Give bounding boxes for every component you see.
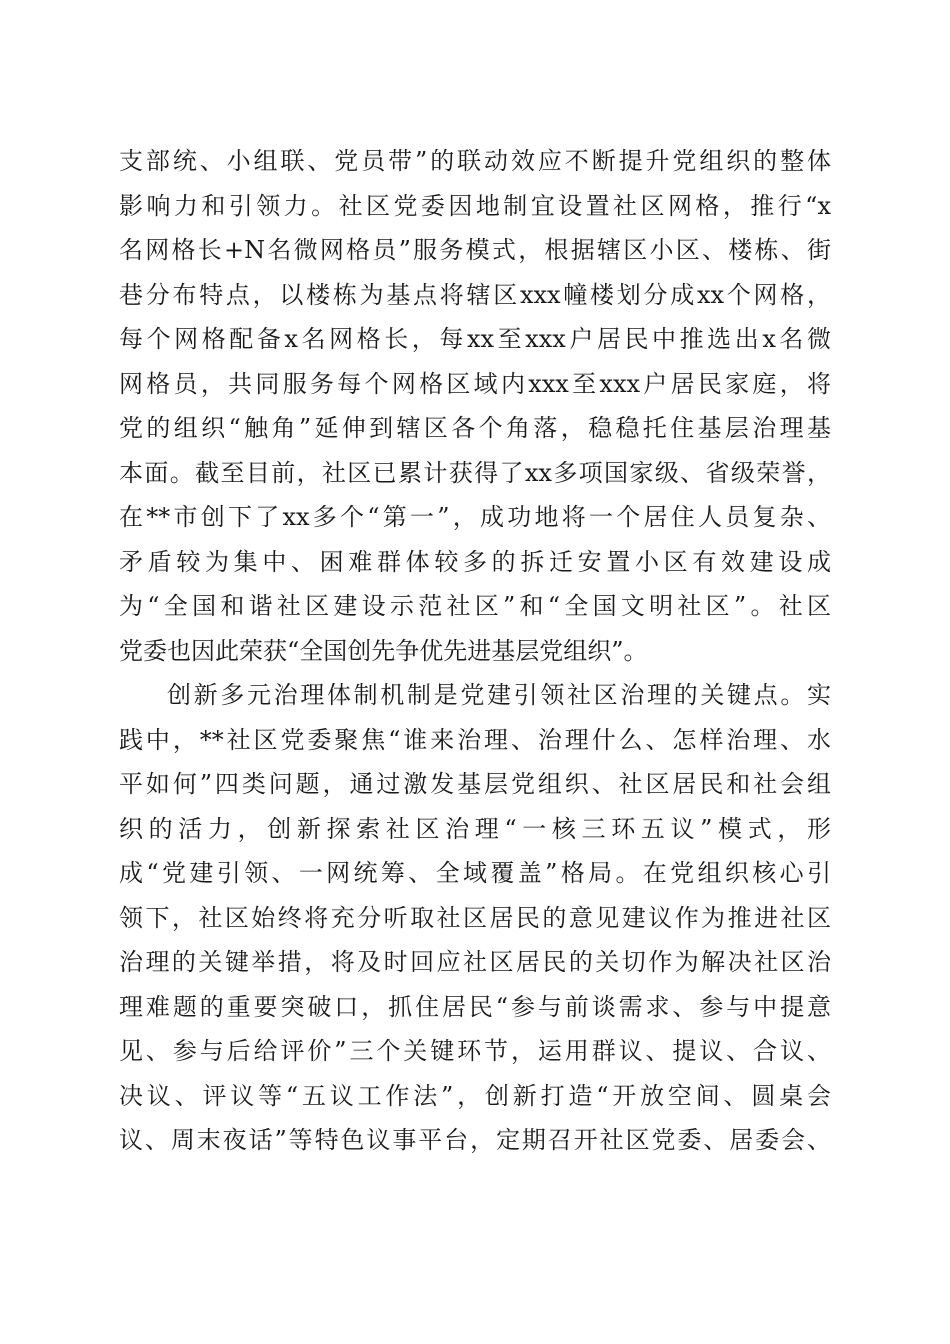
paragraph-line: 平如何”四类问题，通过激发基层党组织、社区居民和社会组 <box>119 770 831 798</box>
paragraph-line: 党委也因此荣获“全国创先争优先进基层党组织”。 <box>119 636 648 665</box>
paragraph-line: 在**市创下了xx多个“第一”，成功地将一个居住人员复杂、 <box>119 503 831 531</box>
paragraph-line: 党的组织“触角”延伸到辖区各个角落，稳稳托住基层治理基 <box>119 414 831 442</box>
paragraph-line: 为“全国和谐社区建设示范社区”和“全国文明社区”。社区 <box>119 592 831 620</box>
paragraph-line: 本面。截至目前，社区已累计获得了xx多项国家级、省级荣誉， <box>119 458 831 487</box>
paragraph-line: 名网格长+N名微网格员”服务模式，根据辖区小区、楼栋、街 <box>119 236 831 264</box>
paragraph-line: 决议、评议等“五议工作法”，创新打造“开放空间、圆桌会 <box>119 1081 831 1110</box>
paragraph-line: 矛盾较为集中、困难群体较多的拆迁安置小区有效建设成 <box>119 547 831 576</box>
paragraph-line: 议、周末夜话”等特色议事平台，定期召开社区党委、居委会、 <box>119 1126 831 1154</box>
paragraph-line: 支部统、小组联、党员带”的联动效应不断提升党组织的整体 <box>119 147 831 175</box>
paragraph-2 <box>119 673 831 1163</box>
paragraph-line: 每个网格配备x名网格长，每xx至xxx户居民中推选出x名微 <box>119 325 831 353</box>
paragraph-line: 影响力和引领力。社区党委因地制宜设置社区网格，推行“x <box>119 191 831 220</box>
paragraph-line: 治理的关键举措，将及时回应社区居民的关切作为解决社区治 <box>119 948 831 976</box>
paragraph-line: 成“党建引领、一网统筹、全域覆盖”格局。在党组织核心引 <box>119 859 831 887</box>
document-body <box>119 139 831 1163</box>
paragraph-1 <box>119 139 831 673</box>
paragraph-line: 创新多元治理体制机制是党建引领社区治理的关键点。实 <box>167 681 831 709</box>
paragraph-line: 理难题的重要突破口，抓住居民“参与前谈需求、参与中提意 <box>119 992 831 1021</box>
paragraph-line: 见、参与后给评价”三个关键环节，运用群议、提议、合议、 <box>119 1037 831 1065</box>
paragraph-line: 领下，社区始终将充分听取社区居民的意见建议作为推进社区 <box>119 903 831 932</box>
paragraph-line: 践中，**社区党委聚焦“谁来治理、治理什么、怎样治理、水 <box>119 725 831 754</box>
paragraph-line: 网格员，共同服务每个网格区域内xxx至xxx户居民家庭，将 <box>119 369 831 398</box>
paragraph-line: 织的活力，创新探索社区治理“一核三环五议”模式，形 <box>119 814 831 843</box>
paragraph-line: 巷分布特点，以楼栋为基点将辖区xxx幢楼划分成xx个网格， <box>119 280 831 309</box>
